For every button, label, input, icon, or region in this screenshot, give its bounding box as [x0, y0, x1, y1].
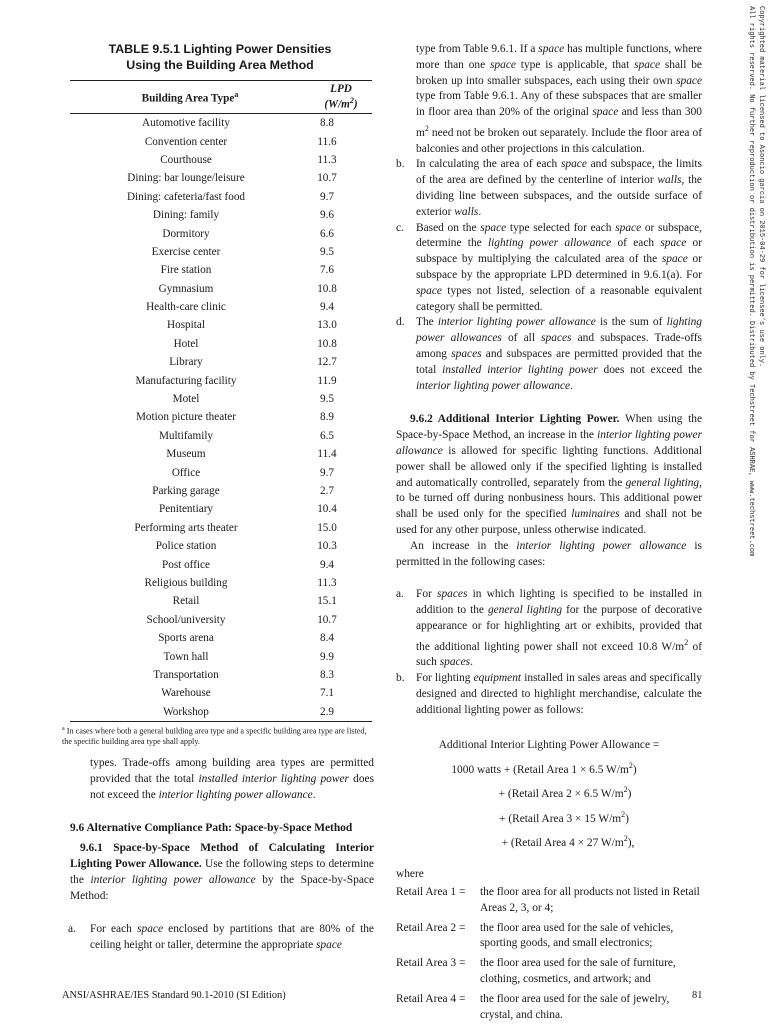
retail-area-description: the floor area used for the sale of furniture, clothing, cosmetics, and artwork; and: [480, 957, 676, 985]
cell-building-area-type: Sports arena: [158, 632, 214, 645]
retail-area-row: [396, 885, 702, 917]
table-row: [70, 555, 372, 573]
equation-line-4: + (Retail Area 3 × 15 $W/m^2$): [499, 809, 629, 825]
watermark-line-2: All rights reserved. No further reproduction or distribution is permitted. Distributed by Techstreet for ASHRAE, www.techstreet.com: [747, 6, 755, 557]
table-row: [70, 611, 372, 629]
lpd-table: [70, 80, 372, 722]
table-row: [70, 261, 372, 279]
cell-lpd-value: 8.8: [320, 117, 334, 130]
cell-lpd-value: 8.3: [320, 668, 334, 681]
cell-lpd-value: 10.8: [317, 337, 337, 350]
retail-area-row: [396, 992, 702, 1024]
equation-line-1: Additional Interior Lighting Power Allowance =: [438, 739, 660, 752]
cell-lpd-value: 7.6: [320, 264, 334, 277]
cell-lpd-value: 10.3: [317, 540, 337, 553]
table-row: [70, 519, 372, 537]
table-row: [70, 647, 372, 665]
left-column-text: [70, 756, 374, 954]
table-title-line1: TABLE 9.5.1 Lighting Power Densities: [108, 42, 332, 56]
table-row: [70, 427, 372, 445]
table-row: [70, 666, 372, 684]
watermark-line-1: Copyrighted material licensed to Asoncio garcia on 2015-04-29 for licensee's use only.: [757, 6, 765, 368]
right-column-text: [396, 42, 702, 1027]
col-header-lpd: LPD $(W/m^2)$: [310, 81, 372, 114]
cell-building-area-type: Courthouse: [160, 153, 212, 166]
cell-building-area-type: Multifamily: [158, 429, 214, 442]
table-row: [70, 482, 372, 500]
table-row: [70, 280, 372, 298]
cell-building-area-type: Post office: [162, 558, 210, 571]
cell-lpd-value: 9.7: [320, 190, 334, 203]
cell-lpd-value: 11.3: [317, 153, 337, 166]
list-item-retail-a: a. For spaces in which lighting is specified to be installed in addition to the general lighting for the purpose of decorative appearance or for highlighting art or exhibits, provided that the additional lighting power shall not exceed 10.8 $W/m^2$ of such spaces.: [396, 588, 703, 669]
table-row: [70, 500, 372, 518]
cell-building-area-type: Gymnasium: [158, 282, 214, 295]
cell-building-area-type: Town hall: [163, 650, 209, 663]
cell-building-area-type: Performing arts theater: [134, 521, 238, 534]
equation-line-3: + (Retail Area 2 × 6.5 $W/m^2$): [498, 785, 632, 801]
cell-lpd-value: 15.1: [317, 595, 337, 608]
cell-building-area-type: Retail: [172, 595, 200, 608]
table-row: [70, 353, 372, 371]
cell-building-area-type: Religious building: [144, 576, 228, 589]
cell-building-area-type: Dining: cafeteria/fast food: [126, 190, 246, 203]
table-row: [70, 629, 372, 647]
cell-building-area-type: Warehouse: [161, 687, 211, 700]
cell-building-area-type: Office: [171, 466, 201, 479]
cell-building-area-type: Health-care clinic: [146, 301, 226, 314]
cell-lpd-value: 12.7: [317, 356, 337, 369]
equation-line-5: + (Retail Area 4 × 27 $W/m^2$),: [501, 833, 635, 849]
retail-area-term: Retail Area 4 =: [396, 992, 466, 1005]
cell-building-area-type: Hotel: [173, 337, 199, 350]
cell-lpd-value: 11.3: [317, 576, 337, 589]
cell-building-area-type: Dining: bar lounge/leisure: [127, 172, 245, 185]
paragraph-increase: An increase in the interior lighting power allowance is permitted in the following cases:: [396, 539, 702, 568]
equation-line-2: 1000 watts + (Retail Area 1 × 6.5 $W/m^2$): [451, 760, 637, 776]
retail-area-definitions: [396, 885, 702, 1023]
list-item-b: b. In calculating the area of each space and subspace, the limits of the area are defined by the centerline of interior walls, the dividing line between subspaces, and the outside surface of exterior walls.: [396, 158, 702, 218]
retail-area-description: the floor area for all products not listed in Retail Areas 2, 3, or 4;: [480, 885, 700, 914]
cell-lpd-value: 9.4: [320, 558, 334, 571]
table-row: [70, 335, 372, 353]
table-row: [70, 408, 372, 426]
cell-building-area-type: Workshop: [70, 703, 310, 722]
list-item-a-continued: type from Table 9.6.1. If a space has multiple functions, where more than one space type is applicable, that space shall be broken up into smaller subspaces, each using their own space type from Table 9.6.1. Any of these subspaces that are smaller in floor area than 20% of the original space and less than 300 $m^2$ need not be broken out separately. Include the floor area of balconies and other projections in this calculation.: [416, 43, 702, 155]
col-header-building-area-type: Building Area Type$^a$: [70, 81, 310, 114]
table-row: [70, 298, 372, 316]
equation-block: [396, 736, 702, 853]
cell-building-area-type: Convention center: [144, 135, 228, 148]
cell-lpd-value: 8.4: [320, 632, 334, 645]
table-row: [70, 206, 372, 224]
table-row: [70, 243, 372, 261]
cell-building-area-type: Dining: family: [152, 209, 220, 222]
retail-area-term: Retail Area 3 =: [396, 957, 466, 970]
table-row: [70, 574, 372, 592]
table-title: [70, 42, 370, 73]
retail-area-description: the floor area used for the sale of jewelry, crystal, and china.: [480, 992, 670, 1021]
table-row: [70, 114, 372, 133]
retail-area-description: the floor area used for the sale of vehicles, sporting goods, and small electronics;: [480, 921, 674, 950]
cell-building-area-type: Fire station: [160, 264, 212, 277]
cell-building-area-type: Library: [169, 356, 203, 369]
table-row: [70, 151, 372, 169]
table-row: [70, 224, 372, 242]
cell-building-area-type: Automotive facility: [142, 117, 230, 130]
cell-lpd-value: 10.8: [317, 282, 337, 295]
cell-lpd-value: 10.7: [317, 613, 337, 626]
table-row: [70, 445, 372, 463]
table-header-row: [70, 81, 372, 114]
cell-lpd-value: 9.5: [320, 393, 334, 406]
cell-building-area-type: School/university: [146, 613, 226, 626]
cell-lpd-value: 2.9: [310, 703, 372, 722]
cell-lpd-value: 11.6: [317, 135, 337, 148]
retail-area-row: [396, 956, 702, 988]
table-row: [70, 132, 372, 150]
paragraph-9-6-2: 9.6.2 Additional Interior Lighting Power. When using the Space-by-Space Method, an increase in the interior lighting power allowance is allowed for specific lighting functions. Additional power shall be allowed only if the specified lighting is installed and automatically controlled, separately from the general lighting, to be turned off during nonbusiness hours. This additional power shall be used only for the specified luminaires and shall not be used for any other purpose, unless otherwise indicated.: [396, 413, 703, 536]
table-title-line2: Using the Building Area Method: [126, 57, 314, 72]
cell-building-area-type: Hospital: [167, 319, 205, 332]
paragraph-9-6-1: 9.6.1 Space-by-Space Method of Calculating Interior Lighting Power Allowance. Use the following steps to determine the interior lighting power allowance by the Space-by-Space Method:: [70, 842, 374, 902]
cell-lpd-value: 9.7: [320, 466, 334, 479]
cell-building-area-type: Dormitory: [162, 227, 210, 240]
paragraph-tradeoffs: types. Trade-offs among building area types are permitted provided that the total installed interior lighting power does not exceed the interior lighting power allowance.: [90, 757, 375, 801]
retail-area-term: Retail Area 1 =: [396, 885, 466, 898]
cell-building-area-type: Manufacturing facility: [135, 374, 237, 387]
cell-lpd-value: 9.9: [320, 650, 334, 663]
cell-building-area-type: Motion picture theater: [135, 411, 237, 424]
footer-standard-name: ANSI/ASHRAE/IES Standard 90.1-2010 (SI Edition): [62, 990, 286, 1001]
cell-building-area-type: Exercise center: [151, 245, 221, 258]
table-row: [70, 169, 372, 187]
page-number: 81: [692, 990, 703, 1001]
list-item-retail-b: b. For lighting equipment installed in sales areas and specifically designed and directed to highlight merchandise, calculate the additional lighting power as follows:: [396, 672, 702, 716]
table-row: [70, 703, 372, 722]
cell-lpd-value: 8.9: [320, 411, 334, 424]
table-body: [70, 114, 372, 722]
cell-lpd-value: 9.6: [320, 209, 334, 222]
cell-lpd-value: 13.0: [317, 319, 337, 332]
list-item-a: a. For each space enclosed by partitions that are 80% of the ceiling height or taller, determine the appropriate space: [68, 923, 374, 952]
cell-building-area-type: Motel: [172, 393, 200, 406]
retail-area-term: Retail Area 2 =: [396, 921, 466, 934]
cell-building-area-type: Museum: [166, 448, 206, 461]
table-row: [70, 684, 372, 702]
cell-lpd-value: 10.4: [317, 503, 337, 516]
table-row: [70, 463, 372, 481]
table-row: [70, 188, 372, 206]
table-row: [70, 316, 372, 334]
list-item-d: d. The interior lighting power allowance is the sum of lighting power allowances of all spaces and subspaces. Trade-offs among spaces and subspaces are permitted provided that the total installed interior lighting power does not exceed the interior lighting power allowance.: [396, 316, 703, 392]
cell-lpd-value: 10.7: [317, 172, 337, 185]
cell-lpd-value: 6.6: [320, 227, 334, 240]
cell-lpd-value: 9.5: [320, 245, 334, 258]
cell-lpd-value: 9.4: [320, 301, 334, 314]
cell-lpd-value: 15.0: [317, 521, 337, 534]
where-label: where: [396, 868, 424, 881]
cell-lpd-value: 2.7: [320, 485, 334, 497]
copyright-watermark: [738, 6, 766, 557]
table-row: [70, 592, 372, 610]
table-row: [70, 371, 372, 389]
cell-building-area-type: Transportation: [153, 668, 219, 681]
heading-9-6: 9.6 Alternative Compliance Path: Space-by-Space Method: [70, 822, 353, 835]
cell-lpd-value: 7.1: [320, 687, 334, 700]
table-row: [70, 390, 372, 408]
cell-building-area-type: Parking garage: [152, 485, 220, 497]
retail-area-row: [396, 921, 702, 953]
cell-building-area-type: Penitentiary: [158, 503, 214, 516]
table-footnote: $^a$ In cases where both a general building area type and a specific building area type are listed, the specific building area type shall apply.: [62, 726, 367, 747]
list-item-c: c. Based on the space type selected for each space or subspace, determine the lighting power allowance of each space or subspace by multiplying the calculated area of the space or subspace by the appropriate LPD determined in 9.6.1(a). For space types not listed, selection of a reasonable equivalent category shall be permitted.: [396, 221, 703, 313]
cell-lpd-value: 6.5: [320, 429, 334, 442]
cell-building-area-type: Police station: [155, 540, 217, 553]
cell-lpd-value: 11.9: [317, 374, 337, 387]
table-row: [70, 537, 372, 555]
cell-lpd-value: 11.4: [317, 448, 337, 461]
